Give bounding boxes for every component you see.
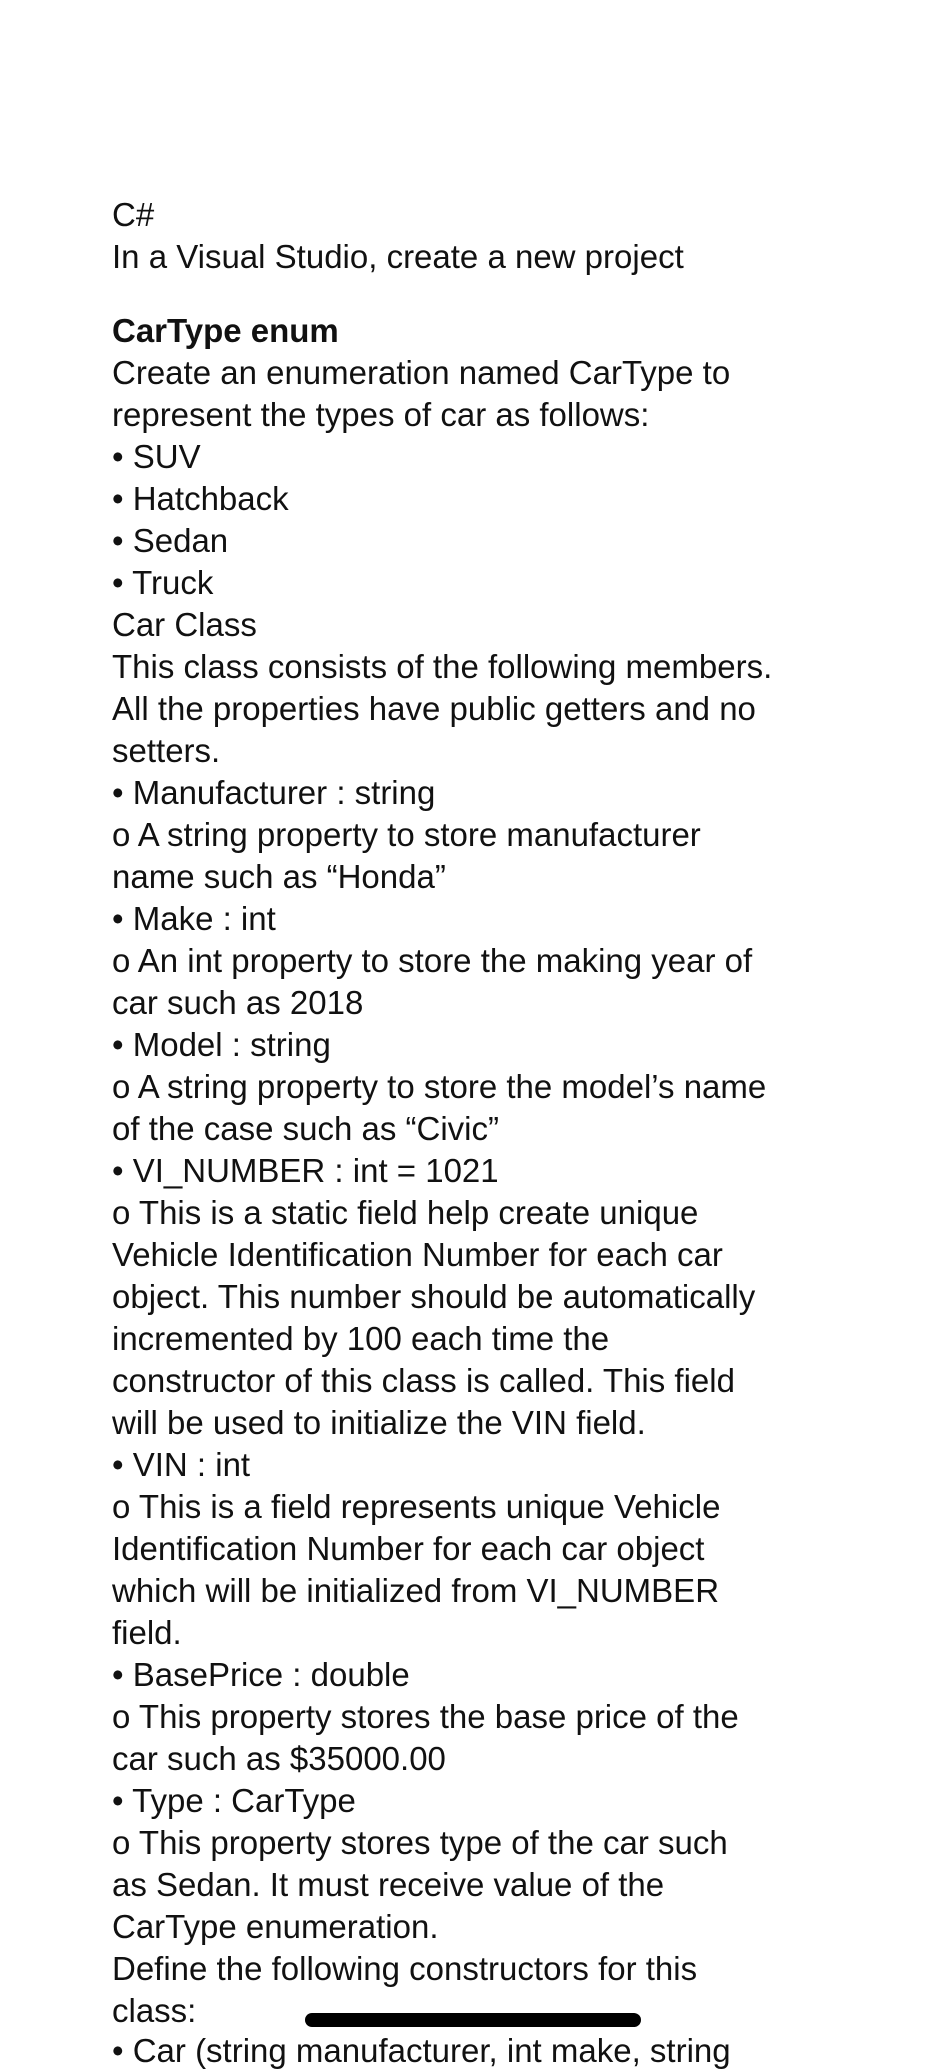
- doc-line: name such as “Honda”: [112, 858, 446, 895]
- doc-line: • SUV: [112, 438, 201, 475]
- doc-line: • Model : string: [112, 1026, 331, 1063]
- doc-line: • Make : int: [112, 900, 276, 937]
- doc-line: constructor of this class is called. This field: [112, 1362, 735, 1399]
- document-body: [112, 194, 872, 2032]
- doc-line: class:: [112, 1992, 197, 2029]
- doc-line: • Type : CarType: [112, 1782, 356, 1819]
- doc-line: will be used to initialize the VIN field.: [112, 1404, 646, 1441]
- doc-line: incremented by 100 each time the: [112, 1320, 610, 1357]
- doc-line: car such as 2018: [112, 984, 364, 1021]
- doc-line: • VIN : int: [112, 1446, 251, 1483]
- document-lines: [112, 352, 872, 2032]
- doc-line: as Sedan. It must receive value of the: [112, 1866, 665, 1903]
- doc-line: Define the following constructors for this: [112, 1950, 698, 1987]
- doc-line: car such as $35000.00: [112, 1740, 446, 1777]
- paragraph-gap: [112, 278, 872, 310]
- doc-line: CarType enumeration.: [112, 1908, 439, 1945]
- doc-line: This class consists of the following members.: [112, 648, 773, 685]
- doc-line: Create an enumeration named CarType to: [112, 354, 731, 391]
- doc-line: • VI_NUMBER : int = 1021: [112, 1152, 499, 1189]
- doc-line-instruction: In a Visual Studio, create a new project: [112, 238, 684, 275]
- doc-line: o This is a field represents unique Vehicle: [112, 1488, 721, 1525]
- doc-line: setters.: [112, 732, 221, 769]
- home-indicator-bar[interactable]: [305, 2013, 641, 2027]
- doc-line-cutoff: • Car (string manufacturer, int make, string: [112, 2032, 731, 2069]
- doc-line: • Sedan: [112, 522, 229, 559]
- doc-line: Car Class: [112, 606, 257, 643]
- doc-line: • Truck: [112, 564, 214, 601]
- doc-line: o An int property to store the making year of: [112, 942, 753, 979]
- doc-line-language: C#: [112, 196, 155, 233]
- section-heading-cartype: CarType enum: [112, 312, 339, 349]
- doc-line: o A string property to store manufacturer: [112, 816, 701, 853]
- doc-line: All the properties have public getters and no: [112, 690, 756, 727]
- doc-line: o This property stores the base price of the: [112, 1698, 739, 1735]
- doc-line: Vehicle Identification Number for each car: [112, 1236, 723, 1273]
- doc-line: Identification Number for each car object: [112, 1530, 705, 1567]
- doc-line: o A string property to store the model’s name: [112, 1068, 767, 1105]
- doc-line: field.: [112, 1614, 182, 1651]
- doc-line: o This is a static field help create unique: [112, 1194, 699, 1231]
- doc-line: which will be initialized from VI_NUMBER: [112, 1572, 720, 1609]
- doc-line: of the case such as “Civic”: [112, 1110, 499, 1147]
- doc-line: • BasePrice : double: [112, 1656, 410, 1693]
- doc-line: o This property stores type of the car such: [112, 1824, 728, 1861]
- doc-line: represent the types of car as follows:: [112, 396, 650, 433]
- doc-line: object. This number should be automatically: [112, 1278, 756, 1315]
- doc-line: • Hatchback: [112, 480, 289, 517]
- doc-line: • Manufacturer : string: [112, 774, 436, 811]
